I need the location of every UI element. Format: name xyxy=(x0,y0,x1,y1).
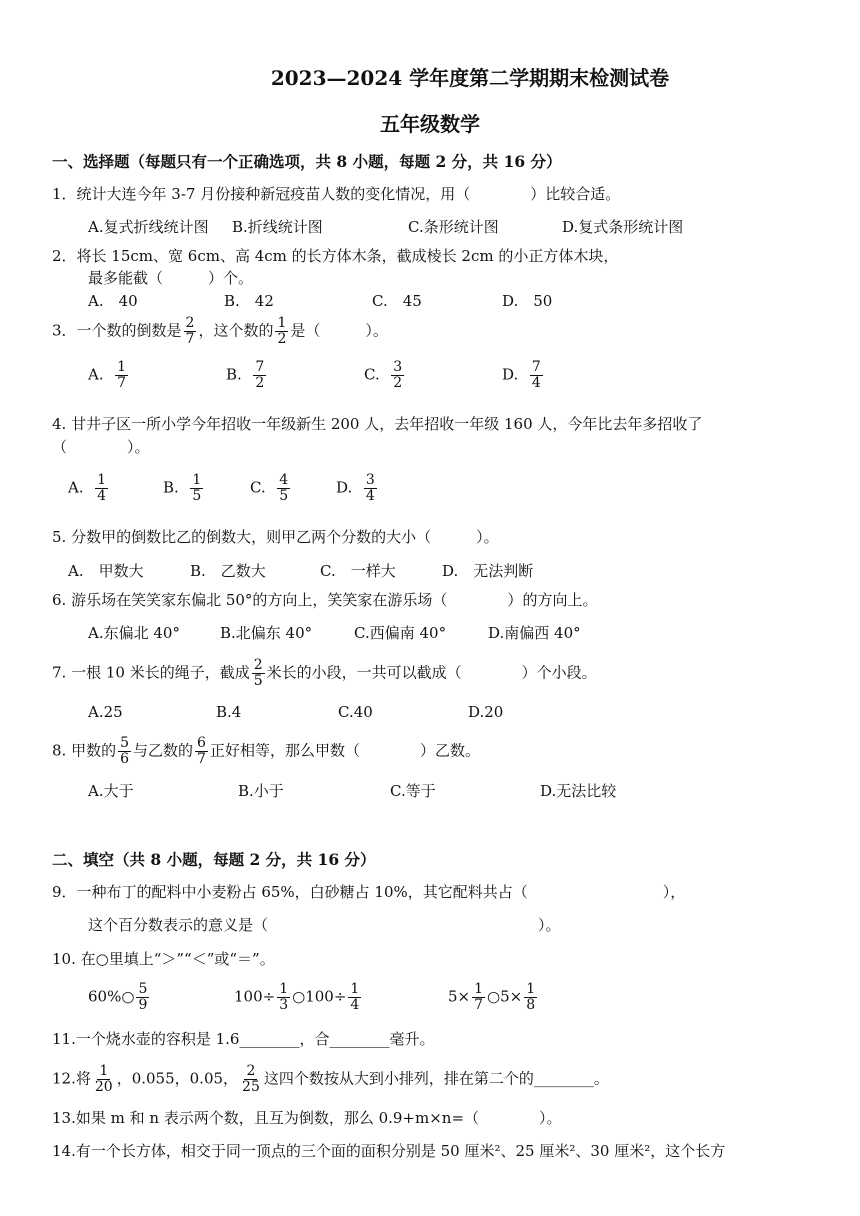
option-a: A.复式折线统计图 xyxy=(88,218,209,236)
fraction: $\frac{2}{5}$ xyxy=(253,657,263,689)
question-5: 5. 分数甲的倒数比乙的倒数大，则甲乙两个分数的大小（ ）。 xyxy=(52,528,499,546)
option-a: A. $\frac{1}{7}$ xyxy=(88,359,127,391)
option-a: A. 40 xyxy=(88,292,138,310)
option-b: B.北偏东 40° xyxy=(220,624,313,642)
question-9-line2: 这个百分数表示的意义是（ ）。 xyxy=(88,916,561,934)
question-4-line1: 4. 甘井子区一所小学今年招收一年级新生 200 人，去年招收一年级 160 人，今年比去年多招收了 xyxy=(52,415,703,433)
question-8: 8. 甲数的 $\frac{5}{6}$ 与乙数的 $\frac{6}{7}$ 正好相等，那么甲数（ ）乙数。 xyxy=(52,735,480,767)
option-d: D.复式条形统计图 xyxy=(562,218,684,236)
question-4-line2: （ ）。 xyxy=(52,438,150,456)
option-d: D.无法比较 xyxy=(540,782,617,800)
option-b: B. $\frac{7}{2}$ xyxy=(226,359,265,391)
option-c: C.40 xyxy=(338,703,373,721)
section2-heading: 二、填空（共 8 小题，每题 2 分，共 16 分） xyxy=(52,850,376,869)
option-c: C.等于 xyxy=(390,782,436,800)
option-a: A. 甲数大 xyxy=(68,562,144,580)
option-c: C. $\frac{3}{2}$ xyxy=(364,359,403,391)
comparison-1: 60%○ $\frac{5}{9}$ xyxy=(88,981,148,1013)
fraction: $\frac{2}{7}$ xyxy=(185,315,195,347)
option-a: A.大于 xyxy=(88,782,134,800)
exam-subtitle: 五年级数学 xyxy=(380,112,480,136)
option-d: D. 无法判断 xyxy=(442,562,534,580)
question-7: 7. 一根 10 米长的绳子，截成 $\frac{2}{5}$ 米长的小段，一共可以截成（ ）个小段。 xyxy=(52,657,597,689)
fraction: $\frac{6}{7}$ xyxy=(197,735,206,767)
exam-title: 2023—2024 学年度第二学期期末检测试卷 xyxy=(270,66,670,90)
option-a: A.东偏北 40° xyxy=(88,624,180,642)
fraction: $\frac{1}{20}$ xyxy=(94,1063,113,1095)
question-9-line1: 9．一种布丁的配料中小麦粉占 65%，白砂糖占 10%，其它配料共占（ ）， xyxy=(52,883,686,901)
question-1: 1．统计大连今年 3-7 月份接种新冠疫苗人数的变化情况，用（ ）比较合适。 xyxy=(52,185,621,203)
option-d: D.南偏西 40° xyxy=(488,624,581,642)
option-a: A. $\frac{1}{4}$ xyxy=(68,472,107,504)
section1-heading: 一、选择题（每题只有一个正确选项，共 8 小题，每题 2 分，共 16 分） xyxy=(52,152,562,171)
option-a: A.25 xyxy=(88,703,123,721)
question-2-line1: 2．将长 15cm、宽 6cm、高 4cm 的长方体木条，截成棱长 2cm 的小正方体木块， xyxy=(52,247,619,265)
option-d: D.20 xyxy=(468,703,504,721)
option-b: B.折线统计图 xyxy=(232,218,323,236)
option-c: C. 45 xyxy=(372,292,422,310)
question-12: 12.将 $\frac{1}{20}$ ，0.055，0.05， $\frac{2}{25}$ 这四个数按从大到小排列，排在第二个的________。 xyxy=(52,1063,609,1095)
question-10: 10. 在○里填上“＞”“＜”或“＝”。 xyxy=(52,950,275,968)
question-3: 3．一个数的倒数是 $\frac{2}{7}$ ，这个数的 $\frac{1}{2}$ 是（ ）。 xyxy=(52,315,388,347)
option-b: B.小于 xyxy=(238,782,284,800)
option-d: D. $\frac{3}{4}$ xyxy=(336,472,375,504)
option-b: B. 乙数大 xyxy=(190,562,266,580)
fraction: $\frac{5}{6}$ xyxy=(120,735,130,767)
option-c: C. 一样大 xyxy=(320,562,396,580)
question-2-line2: 最多能截（ ）个。 xyxy=(88,269,254,287)
option-b: B. 42 xyxy=(224,292,274,310)
question-14: 14.有一个长方体，相交于同一顶点的三个面的面积分别是 50 厘米²、25 厘米²、30 厘米²，这个长方 xyxy=(52,1142,726,1160)
fraction: $\frac{2}{25}$ xyxy=(242,1063,260,1095)
option-d: D. 50 xyxy=(502,292,553,310)
option-b: B.4 xyxy=(216,703,242,721)
option-c: C. $\frac{4}{5}$ xyxy=(250,472,289,504)
option-d: D. $\frac{7}{4}$ xyxy=(502,359,541,391)
option-c: C.条形统计图 xyxy=(408,218,499,236)
option-b: B. $\frac{1}{5}$ xyxy=(163,472,202,504)
question-11: 11.一个烧水壶的容积是 1.6________，合________毫升。 xyxy=(52,1030,435,1048)
comparison-2: 100÷ $\frac{1}{3}$ ○100÷ $\frac{1}{4}$ xyxy=(234,981,360,1013)
option-c: C.西偏南 40° xyxy=(354,624,447,642)
comparison-3: 5× $\frac{1}{7}$ ○5× $\frac{1}{8}$ xyxy=(448,981,536,1013)
fraction: $\frac{1}{2}$ xyxy=(277,315,287,347)
question-6: 6. 游乐场在笑笑家东偏北 50°的方向上，笑笑家在游乐场（ ）的方向上。 xyxy=(52,591,598,609)
question-13: 13.如果 m 和 n 表示两个数，且互为倒数，那么 0.9+m×n=（ ）。 xyxy=(52,1109,562,1127)
